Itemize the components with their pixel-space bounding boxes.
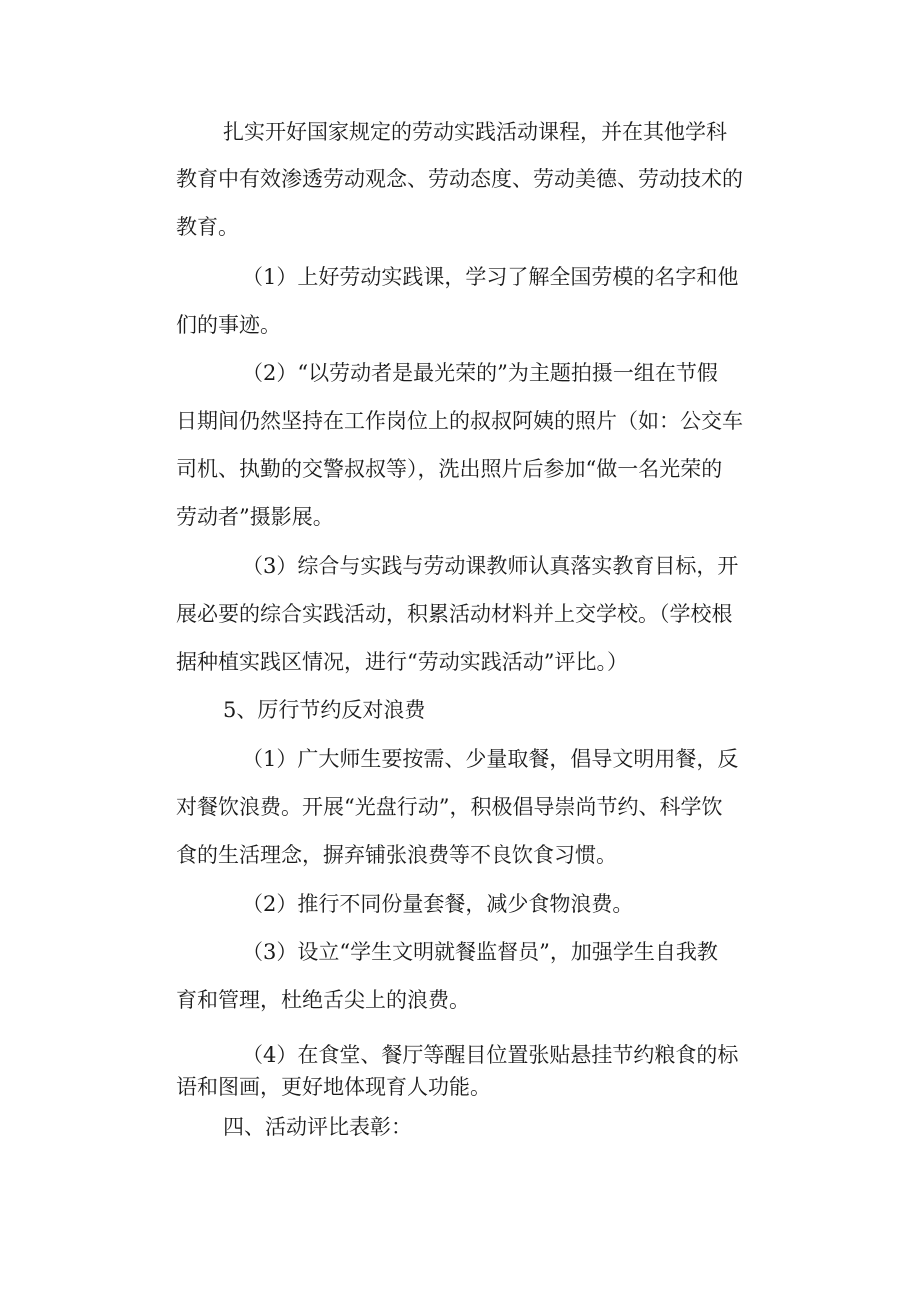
text-line: 语和图画，更好地体现育人功能。 [176,1075,491,1099]
text-line: 据种植实践区情况，进行“劳动实践活动”评比。） [176,650,628,674]
text-line: 食的生活理念，摒弃铺张浪费等不良饮食习惯。 [176,843,617,867]
text-line: 育和管理，杜绝舌尖上的浪费。 [176,988,470,1012]
text-line: （3）综合与实践与劳动课教师认真落实教育目标，开 [242,554,739,578]
text-line: 司机、执勤的交警叔叔等），洗出照片后参加“做一名光荣的 [176,457,723,481]
text-line: （2）推行不同份量套餐，减少食物浪费。 [242,892,634,916]
text-line: 四、活动评比表彰： [223,1115,412,1139]
text-line: 教育中有效渗透劳动观念、劳动态度、劳动美德、劳动技术的 [176,167,743,191]
text-line: （2）“以劳动者是最光荣的”为主题拍摄一组在节假 [242,361,718,385]
text-line: （4）在食堂、餐厅等醒目位置张贴悬挂节约粮食的标 [242,1043,739,1067]
text-line: 们的事迹。 [176,313,281,337]
text-line: 5、厉行节约反对浪费 [223,698,426,722]
text-line: 展必要的综合实践活动，积累活动材料并上交学校。（学校根 [176,602,733,626]
text-line: 对餐饮浪费。开展“光盘行动”，积极倡导崇尚节约、科学饮 [176,795,723,819]
text-line: 劳动者”摄影展。 [176,505,334,529]
text-line: （3）设立“学生文明就餐监督员”，加强学生自我教 [242,940,718,964]
text-line: （1）广大师生要按需、少量取餐，倡导文明用餐，反 [242,747,739,771]
text-line: 教育。 [176,215,239,239]
text-line: 扎实开好国家规定的劳动实践活动课程，并在其他学科 [223,120,727,144]
text-line: （1）上好劳动实践课，学习了解全国劳模的名字和他 [242,265,739,289]
text-line: 日期间仍然坚持在工作岗位上的叔叔阿姨的照片（如：公交车 [176,409,743,433]
